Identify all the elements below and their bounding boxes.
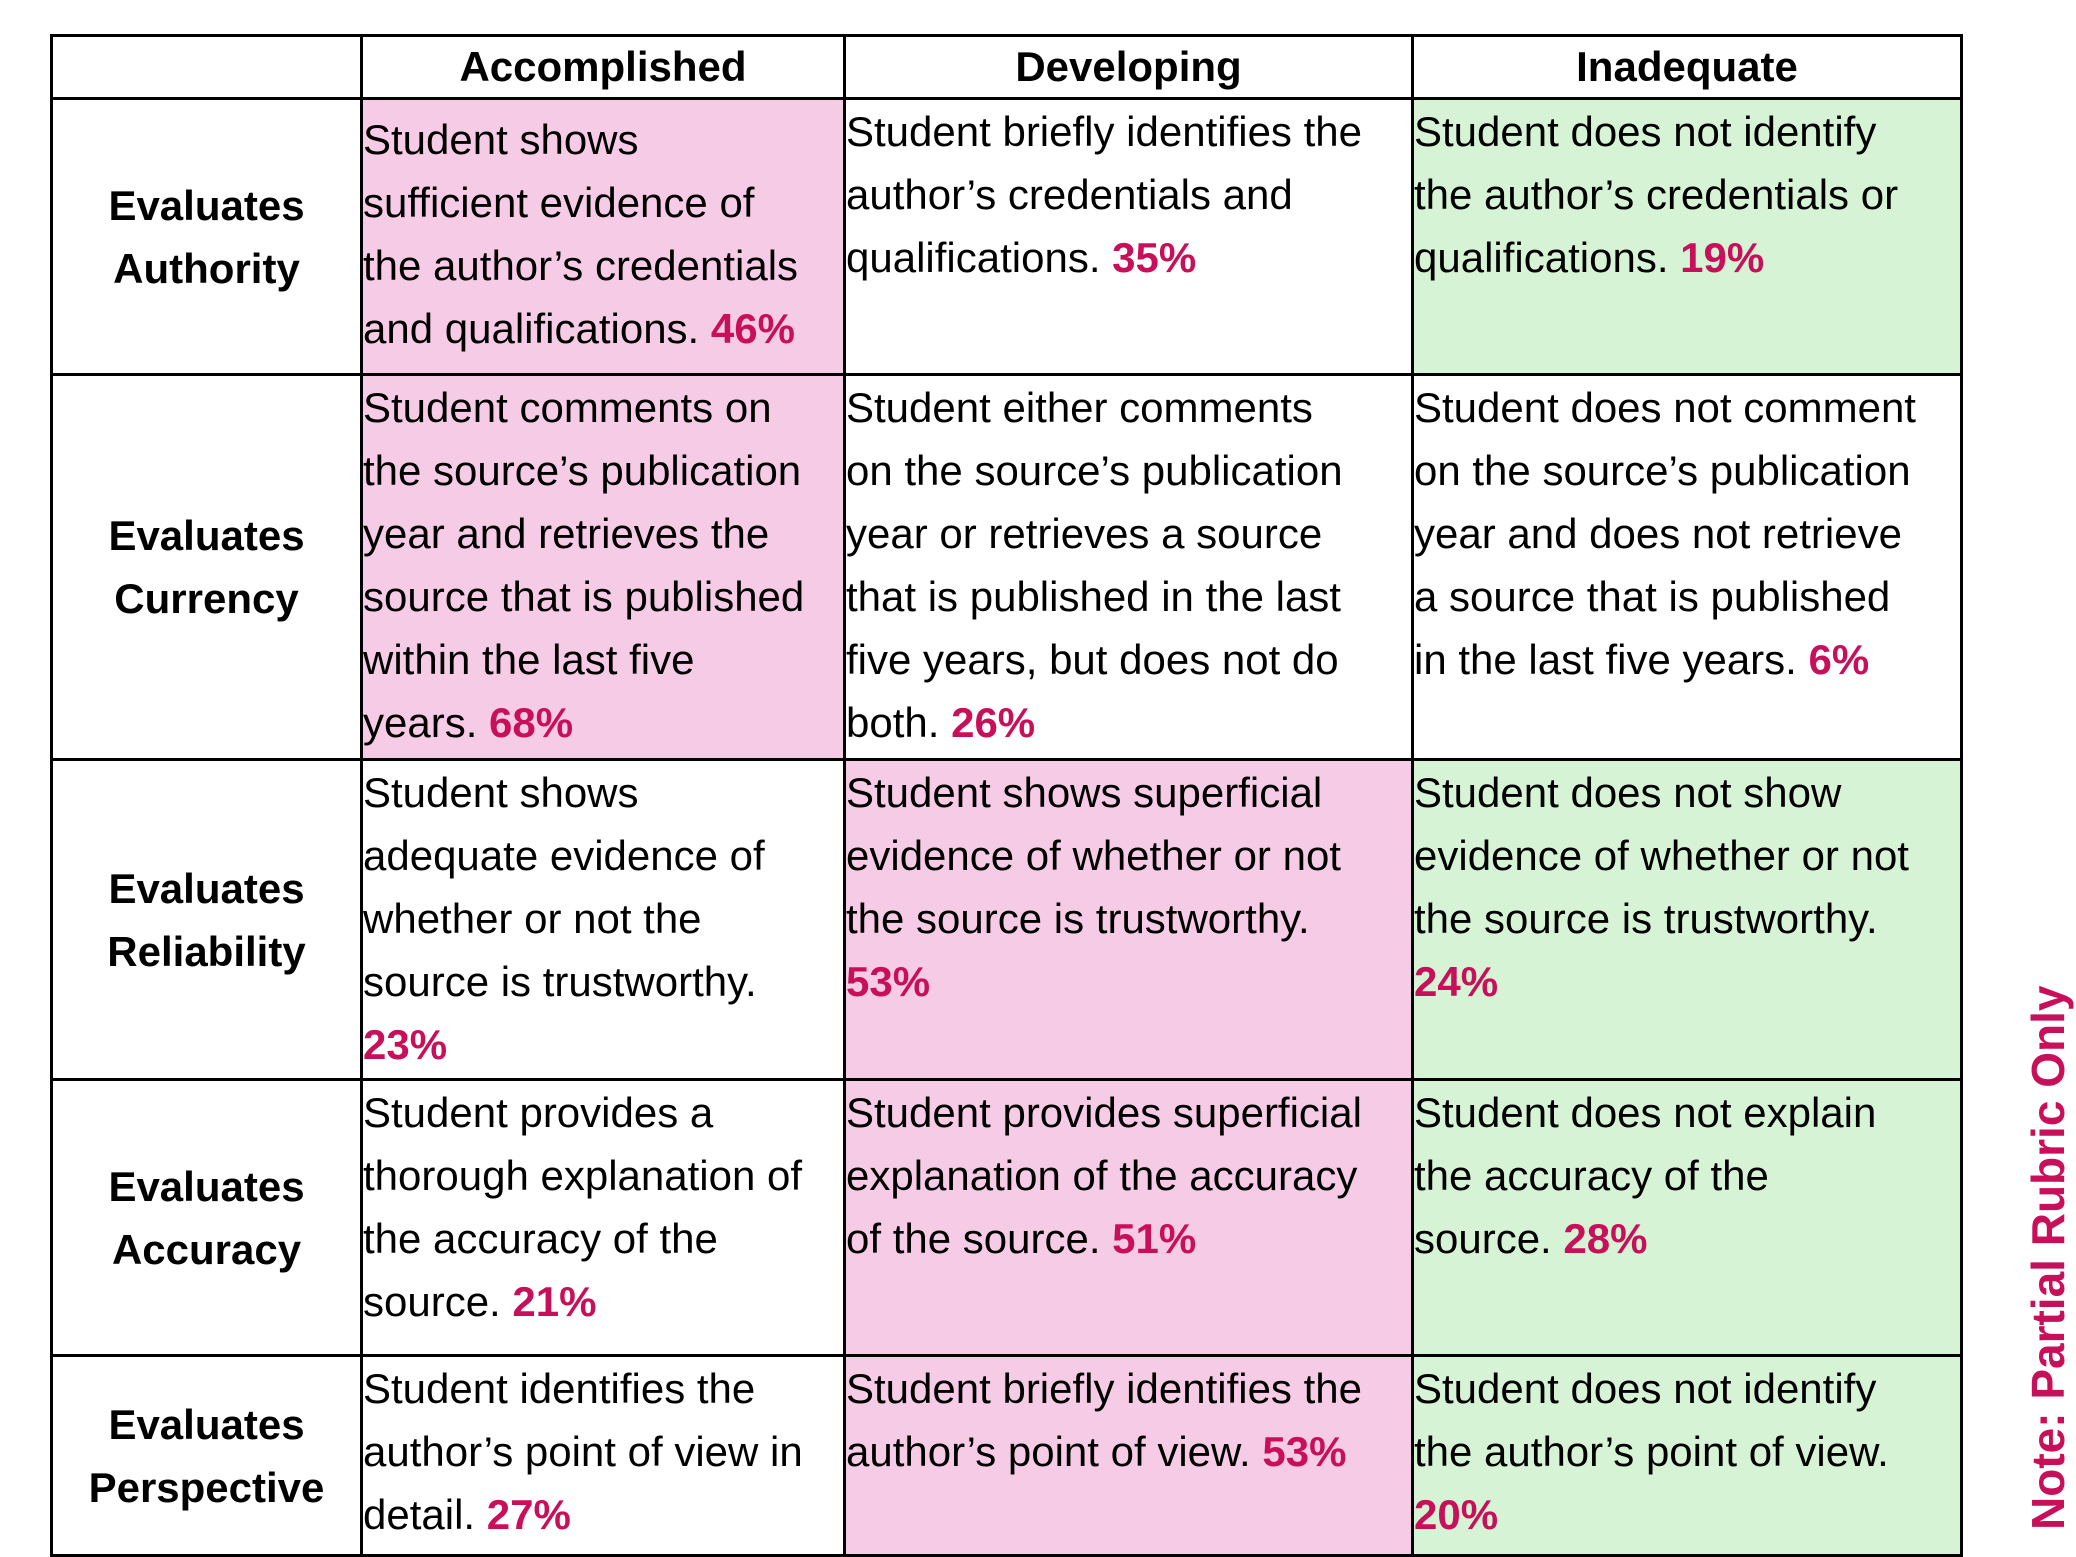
cell-text: Student does not show evidence of whether or not the source is trustworthy. <box>1414 769 1909 942</box>
percent-value: 68% <box>489 699 574 746</box>
cell-currency-accomplished <box>362 375 845 760</box>
cell-text: Student shows adequate evidence of whether or not the source is trustworthy. <box>363 769 765 1005</box>
row-label-perspective: Evaluates Perspective <box>52 1356 362 1556</box>
column-header-developing: Developing <box>845 36 1413 99</box>
percent-value: 46% <box>710 305 795 352</box>
cell-text: Student shows sufficient evidence of the author’s credentials and qualifications. <box>363 116 799 352</box>
cell-authority-inadequate <box>1413 99 1962 375</box>
cell-text: Student does not identify the author’s credentials or qualifications. <box>1414 108 1899 281</box>
table-row <box>52 375 1962 760</box>
cell-text: Student does not comment on the source’s publication year and does not retrieve a source that is published in the last five years. <box>1414 384 1916 683</box>
percent-value: 35% <box>1112 234 1197 281</box>
table-row <box>52 1080 1962 1356</box>
cell-text: Student briefly identifies the author’s point of view. <box>846 1365 1362 1475</box>
cell-accuracy-accomplished <box>362 1080 845 1356</box>
cell-text: Student provides a thorough explanation of the accuracy of the source. <box>363 1089 803 1325</box>
cell-perspective-developing <box>845 1356 1413 1556</box>
cell-currency-inadequate <box>1413 375 1962 760</box>
cell-text: Student either comments on the source’s publication year or retrieves a source that is published in the last five years, but does not do both. <box>846 384 1343 746</box>
row-label-reliability: Evaluates Reliability <box>52 760 362 1080</box>
cell-perspective-accomplished <box>362 1356 845 1556</box>
percent-value: 19% <box>1680 234 1765 281</box>
percent-value: 53% <box>1262 1428 1347 1475</box>
cell-perspective-inadequate <box>1413 1356 1962 1556</box>
cell-accuracy-inadequate <box>1413 1080 1962 1356</box>
cell-text: Student does not identify the author’s point of view. <box>1414 1365 1889 1475</box>
percent-value: 28% <box>1563 1215 1648 1262</box>
percent-value: 6% <box>1808 636 1870 683</box>
rubric-table <box>50 34 1963 1557</box>
percent-value: 24% <box>1414 958 1499 1005</box>
cell-authority-accomplished <box>362 99 845 375</box>
percent-value: 23% <box>363 1021 448 1068</box>
cell-reliability-accomplished <box>362 760 845 1080</box>
cell-text: Student provides superficial explanation of the accuracy of the source. <box>846 1089 1362 1262</box>
percent-value: 27% <box>486 1491 571 1538</box>
table-row <box>52 99 1962 375</box>
table-row <box>52 1356 1962 1556</box>
cell-text: Student identifies the author’s point of view in detail. <box>363 1365 803 1538</box>
cell-reliability-inadequate <box>1413 760 1962 1080</box>
cell-text: Student comments on the source’s publication year and retrieves the source that is published within the last five years. <box>363 384 805 746</box>
cell-text: Student shows superficial evidence of whether or not the source is trustworthy. <box>846 769 1341 942</box>
cell-text: Student briefly identifies the author’s credentials and qualifications. <box>846 108 1362 281</box>
row-label-currency: Evaluates Currency <box>52 375 362 760</box>
percent-value: 20% <box>1414 1491 1499 1538</box>
percent-value: 53% <box>846 958 931 1005</box>
cell-authority-developing <box>845 99 1413 375</box>
column-header-accomplished: Accomplished <box>362 36 845 99</box>
row-label-accuracy: Evaluates Accuracy <box>52 1080 362 1356</box>
table-row <box>52 760 1962 1080</box>
cell-text: Student does not explain the accuracy of the source. <box>1414 1089 1877 1262</box>
partial-rubric-note: Note: Partial Rubric Only <box>2022 985 2074 1530</box>
cell-reliability-developing <box>845 760 1413 1080</box>
cell-currency-developing <box>845 375 1413 760</box>
row-label-authority: Evaluates Authority <box>52 99 362 375</box>
header-row <box>52 36 1962 99</box>
corner-cell <box>52 36 362 99</box>
percent-value: 51% <box>1112 1215 1197 1262</box>
percent-value: 26% <box>951 699 1036 746</box>
column-header-inadequate: Inadequate <box>1413 36 1962 99</box>
cell-accuracy-developing <box>845 1080 1413 1356</box>
percent-value: 21% <box>512 1278 597 1325</box>
